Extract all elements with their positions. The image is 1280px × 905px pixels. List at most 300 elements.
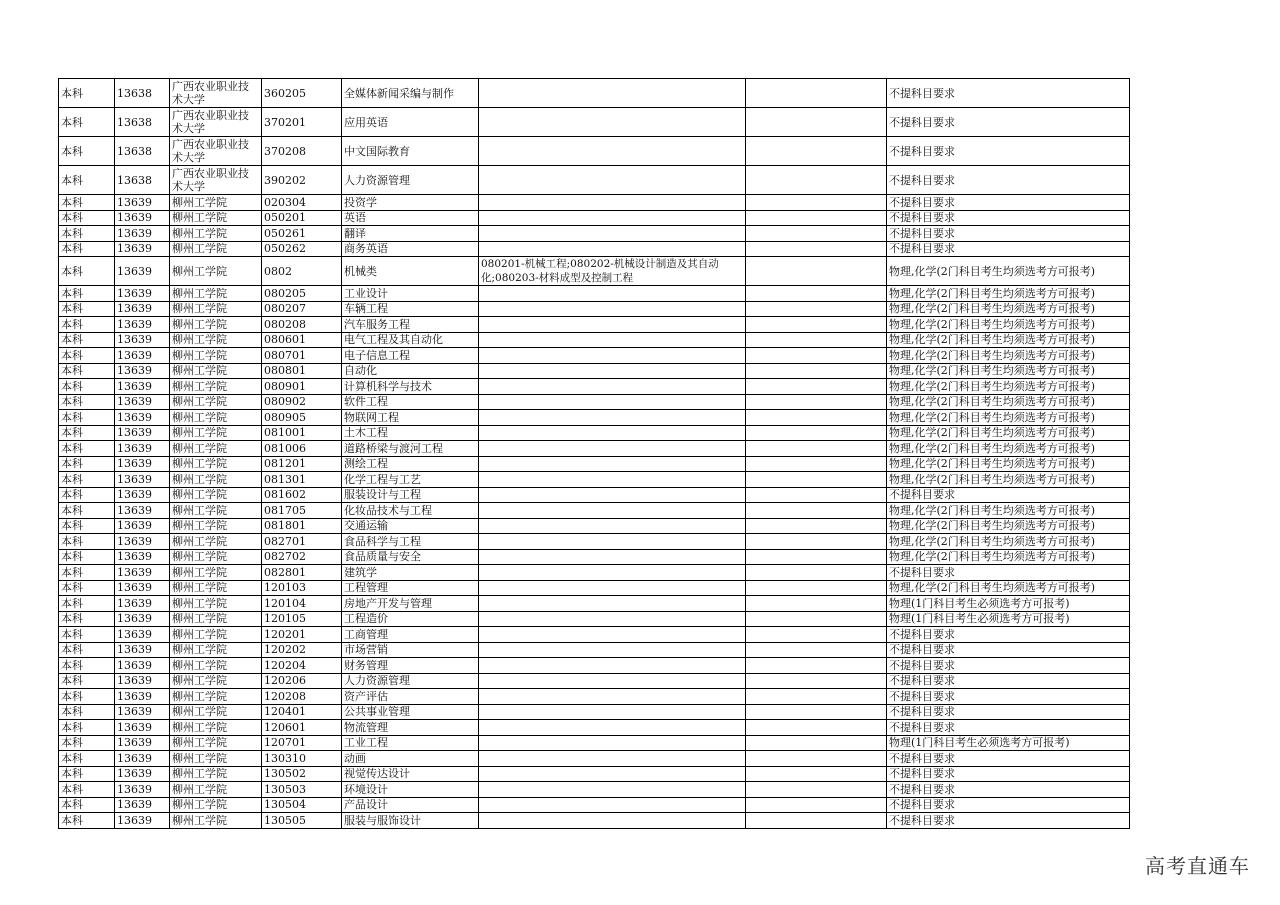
school-name-cell: 柳州工学院 [170, 534, 262, 550]
major-name-cell: 服装设计与工程 [342, 487, 479, 503]
major-code-cell: 120206 [262, 673, 342, 689]
subject-requirement-cell: 不提科目要求 [887, 766, 1130, 782]
table-row [59, 689, 1130, 705]
remark-cell [746, 503, 887, 519]
major-code-cell: 370208 [262, 137, 342, 166]
subject-requirement-cell: 不提科目要求 [887, 565, 1130, 581]
major-name-cell: 财务管理 [342, 658, 479, 674]
major-code-cell: 130310 [262, 751, 342, 767]
level-cell: 本科 [59, 425, 115, 441]
subject-requirement-cell: 不提科目要求 [887, 673, 1130, 689]
table-row [59, 704, 1130, 720]
school-name-cell: 柳州工学院 [170, 580, 262, 596]
level-cell: 本科 [59, 627, 115, 643]
major-code-cell: 081705 [262, 503, 342, 519]
included-majors-cell [479, 108, 746, 137]
major-code-cell: 120201 [262, 627, 342, 643]
included-majors-cell [479, 797, 746, 813]
major-code-cell: 050201 [262, 210, 342, 226]
level-cell: 本科 [59, 813, 115, 829]
school-name-cell: 柳州工学院 [170, 704, 262, 720]
school-name-cell: 柳州工学院 [170, 735, 262, 751]
included-majors-cell [479, 472, 746, 488]
major-code-cell: 080208 [262, 317, 342, 333]
included-majors-cell [479, 379, 746, 395]
school-name-cell: 柳州工学院 [170, 286, 262, 302]
subject-requirement-cell: 不提科目要求 [887, 210, 1130, 226]
remark-cell [746, 166, 887, 195]
included-majors-cell [479, 425, 746, 441]
level-cell: 本科 [59, 332, 115, 348]
school-name-cell: 柳州工学院 [170, 503, 262, 519]
school-name-cell: 柳州工学院 [170, 301, 262, 317]
table-row [59, 580, 1130, 596]
table-row [59, 456, 1130, 472]
school-code-cell: 13639 [115, 565, 170, 581]
included-majors-cell [479, 363, 746, 379]
school-code-cell: 13639 [115, 658, 170, 674]
table-row [59, 673, 1130, 689]
remark-cell [746, 301, 887, 317]
major-name-cell: 投资学 [342, 195, 479, 211]
subject-requirement-cell: 不提科目要求 [887, 658, 1130, 674]
level-cell: 本科 [59, 79, 115, 108]
level-cell: 本科 [59, 226, 115, 242]
major-code-cell: 120103 [262, 580, 342, 596]
included-majors-cell [479, 658, 746, 674]
table-row [59, 658, 1130, 674]
major-name-cell: 中文国际教育 [342, 137, 479, 166]
level-cell: 本科 [59, 394, 115, 410]
included-majors-cell [479, 611, 746, 627]
major-code-cell: 120701 [262, 735, 342, 751]
table-row [59, 195, 1130, 211]
included-majors-cell [479, 241, 746, 257]
major-name-cell: 工程造价 [342, 611, 479, 627]
major-name-cell: 工业设计 [342, 286, 479, 302]
subject-requirement-cell: 物理(1门科目考生必须选考方可报考) [887, 596, 1130, 612]
school-code-cell: 13639 [115, 241, 170, 257]
table-row [59, 166, 1130, 195]
subject-requirement-cell: 不提科目要求 [887, 108, 1130, 137]
major-code-cell: 080207 [262, 301, 342, 317]
school-name-cell: 柳州工学院 [170, 456, 262, 472]
school-code-cell: 13638 [115, 108, 170, 137]
table-row [59, 79, 1130, 108]
table-body [59, 79, 1130, 829]
level-cell: 本科 [59, 363, 115, 379]
major-name-cell: 物联网工程 [342, 410, 479, 426]
table-row [59, 108, 1130, 137]
level-cell: 本科 [59, 751, 115, 767]
remark-cell [746, 658, 887, 674]
table-row [59, 487, 1130, 503]
major-code-cell: 081801 [262, 518, 342, 534]
subject-requirement-cell: 物理,化学(2门科目考生均须选考方可报考) [887, 534, 1130, 550]
subject-requirement-cell: 物理,化学(2门科目考生均须选考方可报考) [887, 549, 1130, 565]
subject-requirement-cell: 不提科目要求 [887, 720, 1130, 736]
school-name-cell: 柳州工学院 [170, 766, 262, 782]
major-code-cell: 080905 [262, 410, 342, 426]
major-code-cell: 120104 [262, 596, 342, 612]
school-name-cell: 柳州工学院 [170, 611, 262, 627]
school-code-cell: 13638 [115, 137, 170, 166]
table-row [59, 751, 1130, 767]
level-cell: 本科 [59, 317, 115, 333]
included-majors-cell [479, 549, 746, 565]
remark-cell [746, 210, 887, 226]
school-code-cell: 13639 [115, 226, 170, 242]
table-row [59, 813, 1130, 829]
table-row [59, 394, 1130, 410]
included-majors-cell [479, 441, 746, 457]
table-row [59, 642, 1130, 658]
major-code-cell: 081301 [262, 472, 342, 488]
included-majors-cell [479, 518, 746, 534]
major-code-cell: 120601 [262, 720, 342, 736]
major-code-cell: 050261 [262, 226, 342, 242]
major-name-cell: 化妆品技术与工程 [342, 503, 479, 519]
school-name-cell: 柳州工学院 [170, 441, 262, 457]
school-code-cell: 13639 [115, 210, 170, 226]
major-name-cell: 土木工程 [342, 425, 479, 441]
school-code-cell: 13639 [115, 503, 170, 519]
subject-requirement-cell: 不提科目要求 [887, 487, 1130, 503]
table-row [59, 425, 1130, 441]
subject-requirement-cell: 物理,化学(2门科目考生均须选考方可报考) [887, 348, 1130, 364]
major-name-cell: 商务英语 [342, 241, 479, 257]
table-row [59, 627, 1130, 643]
included-majors-cell [479, 813, 746, 829]
level-cell: 本科 [59, 782, 115, 798]
included-majors-cell [479, 195, 746, 211]
school-code-cell: 13639 [115, 689, 170, 705]
school-name-cell: 广西农业职业技术大学 [170, 137, 262, 166]
school-name-cell: 柳州工学院 [170, 195, 262, 211]
school-code-cell: 13639 [115, 704, 170, 720]
major-code-cell: 082702 [262, 549, 342, 565]
school-code-cell: 13639 [115, 797, 170, 813]
remark-cell [746, 797, 887, 813]
level-cell: 本科 [59, 166, 115, 195]
included-majors-cell [479, 394, 746, 410]
school-name-cell: 柳州工学院 [170, 410, 262, 426]
subject-requirement-cell: 不提科目要求 [887, 797, 1130, 813]
major-code-cell: 130504 [262, 797, 342, 813]
major-name-cell: 产品设计 [342, 797, 479, 813]
subject-requirement-cell: 物理,化学(2门科目考生均须选考方可报考) [887, 379, 1130, 395]
school-code-cell: 13639 [115, 441, 170, 457]
subject-requirement-cell: 物理,化学(2门科目考生均须选考方可报考) [887, 286, 1130, 302]
subject-requirement-cell: 物理,化学(2门科目考生均须选考方可报考) [887, 580, 1130, 596]
table-row [59, 735, 1130, 751]
subject-requirement-cell: 物理,化学(2门科目考生均须选考方可报考) [887, 425, 1130, 441]
school-code-cell: 13639 [115, 611, 170, 627]
school-code-cell: 13639 [115, 394, 170, 410]
subject-requirement-cell: 不提科目要求 [887, 782, 1130, 798]
table-row [59, 348, 1130, 364]
subject-requirement-cell: 物理,化学(2门科目考生均须选考方可报考) [887, 301, 1130, 317]
remark-cell [746, 379, 887, 395]
subject-requirement-cell: 不提科目要求 [887, 241, 1130, 257]
watermark-text: 高考直通车 [1145, 854, 1250, 878]
school-name-cell: 柳州工学院 [170, 596, 262, 612]
school-name-cell: 柳州工学院 [170, 317, 262, 333]
subject-requirement-cell: 物理,化学(2门科目考生均须选考方可报考) [887, 332, 1130, 348]
school-code-cell: 13639 [115, 580, 170, 596]
table-row [59, 534, 1130, 550]
major-code-cell: 120208 [262, 689, 342, 705]
major-name-cell: 交通运输 [342, 518, 479, 534]
level-cell: 本科 [59, 658, 115, 674]
school-name-cell: 柳州工学院 [170, 627, 262, 643]
school-code-cell: 13639 [115, 472, 170, 488]
major-name-cell: 翻译 [342, 226, 479, 242]
level-cell: 本科 [59, 766, 115, 782]
school-name-cell: 柳州工学院 [170, 379, 262, 395]
major-name-cell: 服装与服饰设计 [342, 813, 479, 829]
school-name-cell: 广西农业职业技术大学 [170, 79, 262, 108]
school-code-cell: 13639 [115, 487, 170, 503]
major-code-cell: 130505 [262, 813, 342, 829]
school-name-cell: 广西农业职业技术大学 [170, 108, 262, 137]
table-row [59, 226, 1130, 242]
included-majors-cell [479, 301, 746, 317]
subject-requirement-cell: 不提科目要求 [887, 751, 1130, 767]
level-cell: 本科 [59, 735, 115, 751]
school-code-cell: 13639 [115, 642, 170, 658]
table-row [59, 611, 1130, 627]
subject-requirement-cell: 不提科目要求 [887, 226, 1130, 242]
level-cell: 本科 [59, 410, 115, 426]
table-row [59, 137, 1130, 166]
major-code-cell: 081602 [262, 487, 342, 503]
included-majors-cell [479, 689, 746, 705]
subject-requirement-cell: 物理,化学(2门科目考生均须选考方可报考) [887, 472, 1130, 488]
major-name-cell: 英语 [342, 210, 479, 226]
major-code-cell: 0802 [262, 257, 342, 286]
school-name-cell: 柳州工学院 [170, 642, 262, 658]
subject-requirement-cell: 不提科目要求 [887, 137, 1130, 166]
level-cell: 本科 [59, 195, 115, 211]
included-majors-cell [479, 596, 746, 612]
level-cell: 本科 [59, 441, 115, 457]
school-code-cell: 13639 [115, 735, 170, 751]
major-code-cell: 080801 [262, 363, 342, 379]
remark-cell [746, 286, 887, 302]
major-code-cell: 081201 [262, 456, 342, 472]
subject-requirement-cell: 物理,化学(2门科目考生均须选考方可报考) [887, 363, 1130, 379]
subject-requirement-cell: 不提科目要求 [887, 79, 1130, 108]
included-majors-cell [479, 317, 746, 333]
level-cell: 本科 [59, 797, 115, 813]
school-name-cell: 柳州工学院 [170, 751, 262, 767]
subject-requirement-cell: 物理,化学(2门科目考生均须选考方可报考) [887, 394, 1130, 410]
remark-cell [746, 689, 887, 705]
major-code-cell: 082701 [262, 534, 342, 550]
level-cell: 本科 [59, 580, 115, 596]
included-majors-cell [479, 782, 746, 798]
school-code-cell: 13639 [115, 627, 170, 643]
major-name-cell: 计算机科学与技术 [342, 379, 479, 395]
table-row [59, 565, 1130, 581]
remark-cell [746, 518, 887, 534]
included-majors-cell [479, 226, 746, 242]
table-row [59, 797, 1130, 813]
table-row [59, 332, 1130, 348]
remark-cell [746, 782, 887, 798]
major-name-cell: 软件工程 [342, 394, 479, 410]
major-code-cell: 080902 [262, 394, 342, 410]
school-code-cell: 13639 [115, 456, 170, 472]
table-row [59, 472, 1130, 488]
remark-cell [746, 137, 887, 166]
subject-requirement-cell: 物理(1门科目考生必须选考方可报考) [887, 735, 1130, 751]
level-cell: 本科 [59, 611, 115, 627]
table-row [59, 410, 1130, 426]
major-name-cell: 食品科学与工程 [342, 534, 479, 550]
school-code-cell: 13639 [115, 596, 170, 612]
school-code-cell: 13639 [115, 425, 170, 441]
school-name-cell: 柳州工学院 [170, 813, 262, 829]
school-code-cell: 13639 [115, 766, 170, 782]
school-code-cell: 13639 [115, 363, 170, 379]
major-name-cell: 物流管理 [342, 720, 479, 736]
included-majors-cell [479, 348, 746, 364]
remark-cell [746, 108, 887, 137]
subject-requirement-cell: 不提科目要求 [887, 627, 1130, 643]
major-code-cell: 360205 [262, 79, 342, 108]
major-name-cell: 全媒体新闻采编与制作 [342, 79, 479, 108]
included-majors-cell [479, 456, 746, 472]
level-cell: 本科 [59, 534, 115, 550]
included-majors-cell [479, 735, 746, 751]
remark-cell [746, 534, 887, 550]
school-name-cell: 柳州工学院 [170, 394, 262, 410]
subject-requirement-cell: 物理(1门科目考生必须选考方可报考) [887, 611, 1130, 627]
level-cell: 本科 [59, 108, 115, 137]
school-name-cell: 柳州工学院 [170, 226, 262, 242]
remark-cell [746, 735, 887, 751]
major-name-cell: 道路桥梁与渡河工程 [342, 441, 479, 457]
major-code-cell: 050262 [262, 241, 342, 257]
remark-cell [746, 241, 887, 257]
remark-cell [746, 611, 887, 627]
major-name-cell: 电气工程及其自动化 [342, 332, 479, 348]
level-cell: 本科 [59, 210, 115, 226]
table-row [59, 210, 1130, 226]
major-name-cell: 工业工程 [342, 735, 479, 751]
major-code-cell: 081001 [262, 425, 342, 441]
major-name-cell: 车辆工程 [342, 301, 479, 317]
school-code-cell: 13639 [115, 257, 170, 286]
table-row [59, 503, 1130, 519]
level-cell: 本科 [59, 257, 115, 286]
included-majors-cell [479, 332, 746, 348]
remark-cell [746, 363, 887, 379]
school-name-cell: 柳州工学院 [170, 425, 262, 441]
table-row [59, 782, 1130, 798]
remark-cell [746, 425, 887, 441]
remark-cell [746, 813, 887, 829]
table-row [59, 286, 1130, 302]
major-code-cell: 370201 [262, 108, 342, 137]
school-name-cell: 柳州工学院 [170, 241, 262, 257]
school-name-cell: 柳州工学院 [170, 487, 262, 503]
included-majors-cell [479, 410, 746, 426]
major-code-cell: 082801 [262, 565, 342, 581]
major-name-cell: 动画 [342, 751, 479, 767]
school-name-cell: 柳州工学院 [170, 332, 262, 348]
included-majors-cell [479, 210, 746, 226]
remark-cell [746, 441, 887, 457]
school-name-cell: 广西农业职业技术大学 [170, 166, 262, 195]
subject-requirement-cell: 物理,化学(2门科目考生均须选考方可报考) [887, 317, 1130, 333]
included-majors-cell [479, 627, 746, 643]
remark-cell [746, 673, 887, 689]
included-majors-cell [479, 137, 746, 166]
level-cell: 本科 [59, 286, 115, 302]
table-row [59, 596, 1130, 612]
table-row [59, 379, 1130, 395]
major-name-cell: 化学工程与工艺 [342, 472, 479, 488]
school-code-cell: 13639 [115, 301, 170, 317]
major-code-cell: 080601 [262, 332, 342, 348]
major-name-cell: 测绘工程 [342, 456, 479, 472]
subject-requirements-table [58, 78, 1130, 829]
school-code-cell: 13639 [115, 317, 170, 333]
level-cell: 本科 [59, 487, 115, 503]
remark-cell [746, 317, 887, 333]
included-majors-cell [479, 534, 746, 550]
remark-cell [746, 627, 887, 643]
major-name-cell: 人力资源管理 [342, 166, 479, 195]
level-cell: 本科 [59, 549, 115, 565]
table-row [59, 241, 1130, 257]
level-cell: 本科 [59, 642, 115, 658]
school-code-cell: 13639 [115, 720, 170, 736]
included-majors-cell [479, 565, 746, 581]
level-cell: 本科 [59, 472, 115, 488]
major-name-cell: 建筑学 [342, 565, 479, 581]
level-cell: 本科 [59, 241, 115, 257]
major-name-cell: 人力资源管理 [342, 673, 479, 689]
school-code-cell: 13639 [115, 195, 170, 211]
included-majors-cell [479, 487, 746, 503]
school-code-cell: 13639 [115, 410, 170, 426]
subject-requirement-cell: 物理,化学(2门科目考生均须选考方可报考) [887, 518, 1130, 534]
remark-cell [746, 565, 887, 581]
major-code-cell: 080205 [262, 286, 342, 302]
table-row [59, 257, 1130, 286]
included-majors-cell [479, 166, 746, 195]
table-row [59, 441, 1130, 457]
remark-cell [746, 580, 887, 596]
major-code-cell: 120401 [262, 704, 342, 720]
remark-cell [746, 456, 887, 472]
subject-requirement-cell: 不提科目要求 [887, 689, 1130, 705]
major-name-cell: 电子信息工程 [342, 348, 479, 364]
remark-cell [746, 549, 887, 565]
level-cell: 本科 [59, 456, 115, 472]
level-cell: 本科 [59, 673, 115, 689]
school-name-cell: 柳州工学院 [170, 658, 262, 674]
school-code-cell: 13639 [115, 286, 170, 302]
school-name-cell: 柳州工学院 [170, 720, 262, 736]
subject-requirement-cell: 物理,化学(2门科目考生均须选考方可报考) [887, 456, 1130, 472]
school-code-cell: 13639 [115, 751, 170, 767]
remark-cell [746, 704, 887, 720]
